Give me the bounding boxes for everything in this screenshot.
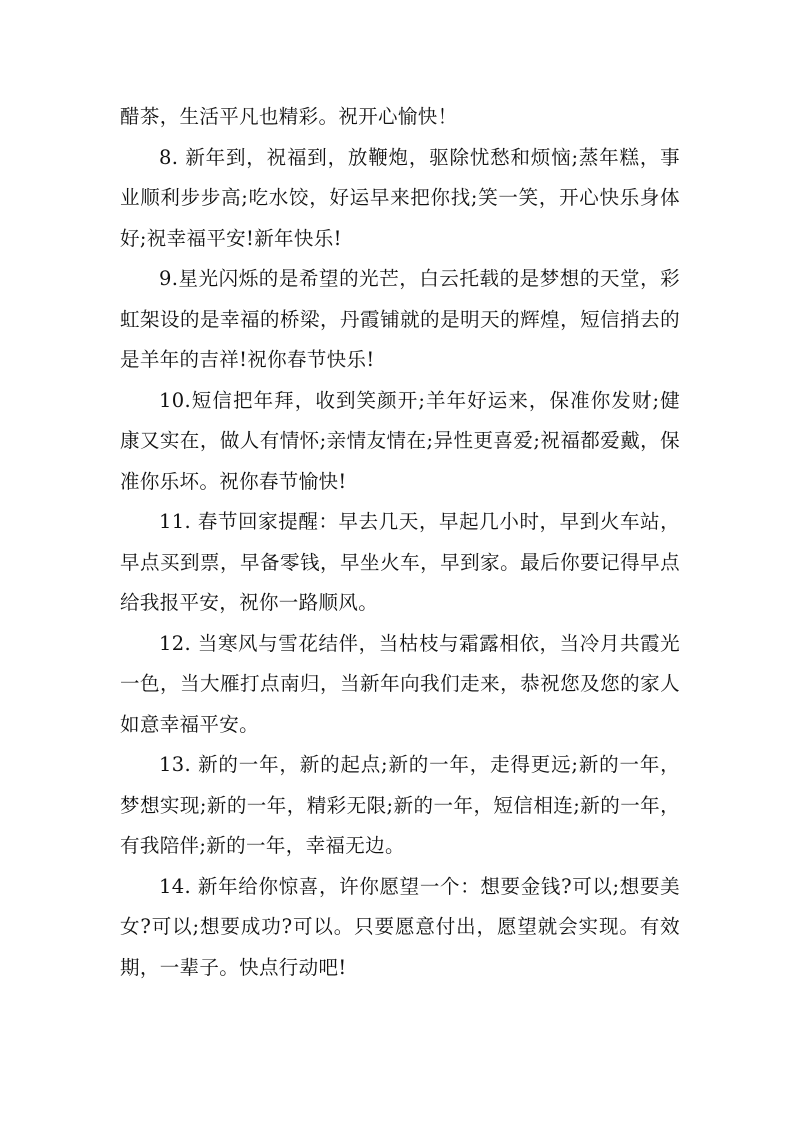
paragraph-8: 8. 新年到，祝福到，放鞭炮，驱除忧愁和烦恼;蒸年糕，事业顺利步步高;吃水饺，好运早来把你找;笑一笑，开心快乐身体好;祝幸福平安!新年快乐!	[120, 145, 680, 250]
paragraph-14: 14. 新年给你惊喜，许你愿望一个：想要金钱?可以;想要美女?可以;想要成功?可以。只要愿意付出，愿望就会实现。有效期，一辈子。快点行动吧!	[120, 874, 680, 979]
paragraph-13: 13. 新的一年，新的起点;新的一年，走得更远;新的一年，梦想实现;新的一年，精彩无限;新的一年，短信相连;新的一年，有我陪伴;新的一年，幸福无边。	[120, 753, 680, 857]
document-body	[120, 97, 680, 988]
paragraph-10: 10.短信把年拜，收到笑颜开;羊年好运来，保准你发财;健康又实在，做人有情怀;亲情友情在;异性更喜爱;祝福都爱戴，保准你乐坏。祝你春节愉快!	[120, 388, 680, 493]
paragraph-9: 9.星光闪烁的是希望的光芒，白云托载的是梦想的天堂，彩虹架设的是幸福的桥梁，丹霞铺就的是明天的辉煌，短信捎去的是羊年的吉祥!祝你春节快乐!	[120, 267, 680, 371]
paragraph-12: 12. 当寒风与雪花结伴，当枯枝与霜露相依，当冷月共霞光一色，当大雁打点南归，当新年向我们走来，恭祝您及您的家人如意幸福平安。	[120, 631, 680, 736]
paragraph-11: 11. 春节回家提醒：早去几天，早起几小时，早到火车站，早点买到票，早备零钱，早坐火车，早到家。最后你要记得早点给我报平安，祝你一路顺风。	[120, 510, 680, 614]
paragraph-continuation: 醋茶，生活平凡也精彩。祝开心愉快！	[120, 105, 458, 128]
